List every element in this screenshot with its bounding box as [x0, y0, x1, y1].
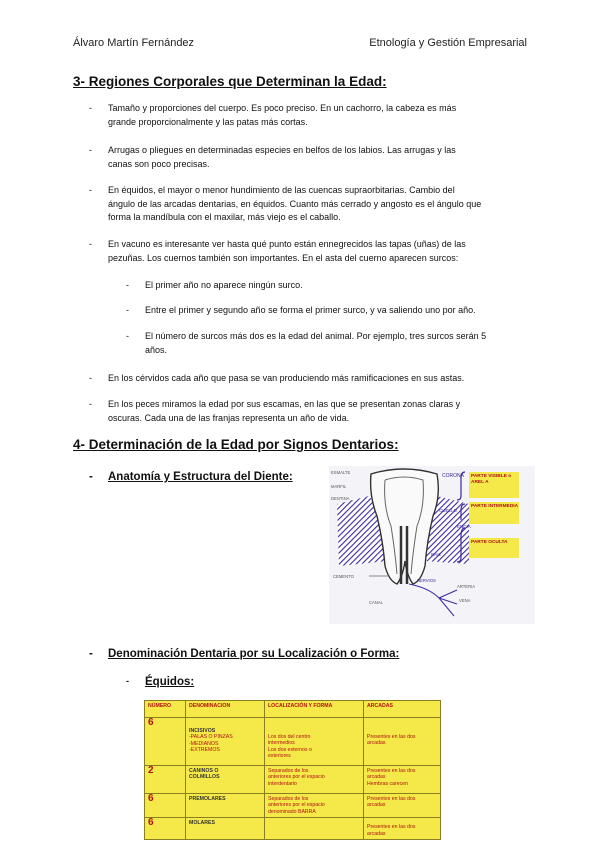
- header-author: Álvaro Martín Fernández: [73, 37, 195, 49]
- cell-arc: Presentes en las dos arcadas: [364, 718, 441, 766]
- teeth-table: [144, 700, 441, 840]
- cell-arc: Presentes en las dos arcadas: [364, 794, 441, 818]
- th-localizacion: LOCALIZACIÓN Y FORMA: [265, 701, 364, 718]
- label-parte-oculta: PARTE OCULTA: [471, 540, 508, 545]
- section4-title: 4- Determinación de la Edad por Signos Dentarios:: [73, 437, 399, 452]
- cell-loc: Separados de los anteriores por el espacio interdentario: [265, 766, 364, 794]
- cell-name: PREMOLARES: [186, 794, 265, 818]
- label-parte-visible: PARTE VISIBLE o AREL A: [471, 474, 512, 485]
- cell-loc: [265, 818, 364, 840]
- table-row: [145, 818, 441, 840]
- label-cuello: CUELLO: [439, 508, 458, 513]
- cell-num: 6: [148, 793, 154, 804]
- s3-item-3: - En équidos, el mayor o menor hundimiento de las cuencas supraorbitarias. Cambio del ángulo de las arcadas dentarias, en équidos. Cuanto más cerrado y angosto es el ángulo que forma la mandíbula con el maxilar, más viejo es el caballo.: [89, 185, 482, 222]
- cell-name: CANINOS O COLMILLOS: [186, 766, 265, 794]
- cell-num: 6: [148, 817, 154, 829]
- s3-item-1: - Tamaño y proporciones del cuerpo. Es poco preciso. En un cachorro, la cabeza es más grande proporcionalmente y las patas más cortas.: [89, 103, 457, 127]
- tooth-anatomy-figure: [329, 466, 535, 624]
- label-corona: CORONA: [442, 473, 464, 479]
- label-dentina: DENTINA: [331, 496, 350, 501]
- cell-arc: Presentes en las dos arcadas: [364, 818, 441, 840]
- label-nervios: NERVIOS: [417, 578, 436, 583]
- s4-sub-anatomia: - Anatomía y Estructura del Diente:: [89, 471, 293, 483]
- label-arteria: ARTERIA: [457, 584, 476, 589]
- tooth-outline: [371, 469, 442, 584]
- s3-item-4: - En vacuno es interesante ver hasta qué punto están ennegrecidos las tapas (uñas) de las pezuñas. Los cuernos también son importantes. En el asta del cuerno aparecen surcos:: [89, 239, 466, 263]
- header-course: Etnología y Gestión Empresarial: [369, 37, 527, 49]
- label-marfil: MARFIL: [331, 484, 347, 489]
- label-vena: VENA: [459, 598, 471, 603]
- label-parte-intermedia: PARTE INTERMEDIA: [471, 504, 519, 509]
- table-row: [145, 794, 441, 818]
- cell-arc: Presentes en las dos arcadas Hembras carecen: [364, 766, 441, 794]
- label-encia: ENCIA: [457, 524, 471, 529]
- s4-sub-equidos: - Équidos:: [126, 676, 195, 688]
- th-arcadas: ARCADAS: [364, 701, 441, 718]
- s3-subitem-3: - El número de surcos más dos es la edad del animal. Por ejemplo, tres surcos serán 5 años.: [126, 331, 487, 355]
- s3-subitem-1: - El primer año no aparece ningún surco.: [126, 280, 303, 290]
- s3-subitem-2: - Entre el primer y segundo año se forma el primer surco, y va saliendo uno por año.: [126, 305, 476, 315]
- cell-loc: Separados de los anteriores por el espacio denominado BARRA: [265, 794, 364, 818]
- label-esmalte: ESMALTE: [331, 470, 351, 475]
- s4-sub-denominacion: - Denominación Dentaria por su Localización o Forma:: [89, 648, 400, 660]
- label-raiz: RAIZ: [431, 552, 442, 557]
- table-header-row: [145, 701, 441, 718]
- cell-num: 6: [148, 717, 154, 728]
- s3-item-5: - En los cérvidos cada año que pasa se van produciendo más ramificaciones en sus astas.: [89, 373, 465, 383]
- th-numero: NÚMERO: [145, 701, 186, 718]
- cell-num: 2: [148, 765, 154, 776]
- cell-name: MOLARES: [186, 818, 265, 840]
- cell-loc: Los dos del centro intermedios Los dos externos o exteriores: [265, 718, 364, 766]
- table-row: [145, 766, 441, 794]
- label-canal: CANAL: [369, 600, 383, 605]
- s3-item-6: - En los peces miramos la edad por sus escamas, en las que se presentan zonas claras y oscuras. Cada una de las franjas representa un año de vida.: [89, 399, 461, 423]
- table-row: [145, 718, 441, 766]
- cell-name: INCISIVOS -PALAS O PINZAS -MEDIANOS -EXTREMOS: [186, 718, 265, 766]
- th-denominacion: DENOMINACION: [186, 701, 265, 718]
- s3-item-2: - Arrugas o pliegues en determinadas especies en belfos de los labios. Las arrugas y las canas son poco precisas.: [89, 145, 456, 169]
- label-cemento: CEMENTO: [333, 574, 354, 579]
- section3-title: 3- Regiones Corporales que Determinan la Edad:: [73, 74, 387, 89]
